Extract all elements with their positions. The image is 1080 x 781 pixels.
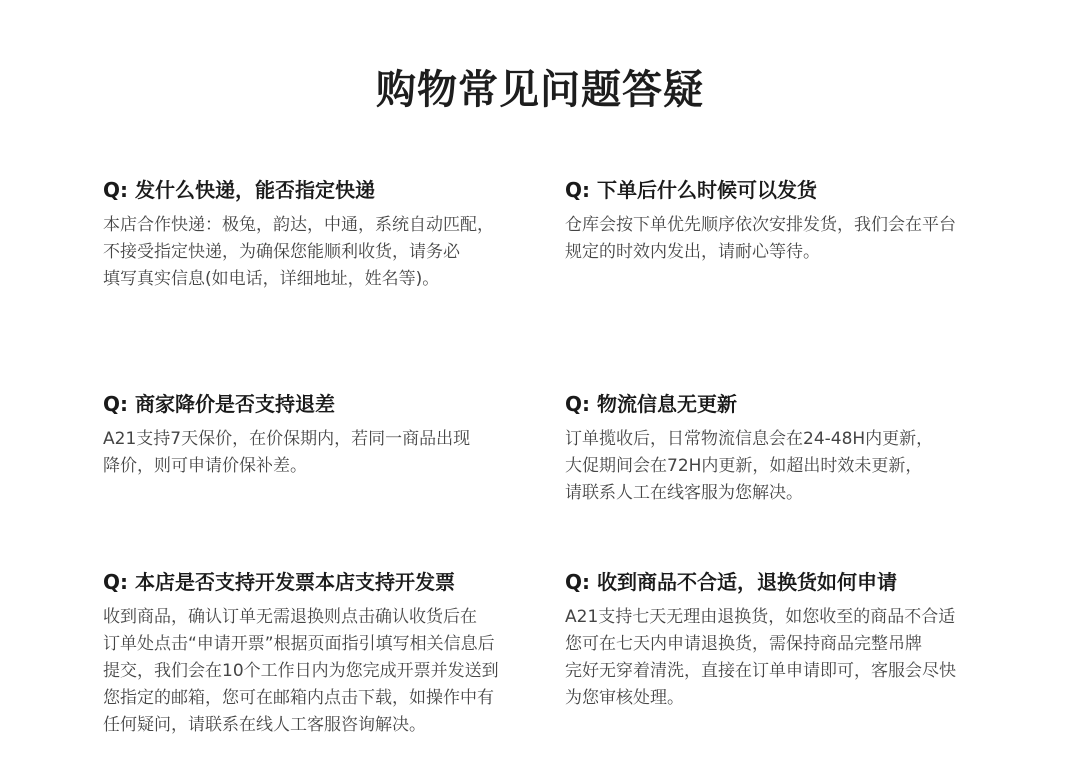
faq-item-returns — [565, 568, 1005, 712]
faq-answer-line: 填写真实信息(如电话，详细地址，姓名等)。 — [103, 269, 440, 289]
faq-question: Q: 商家降价是否支持退差 — [103, 392, 335, 416]
faq-answer-line: A21支持7天保价，在价保期内，若同一商品出现 — [103, 429, 471, 449]
faq-question: Q: 物流信息无更新 — [565, 392, 737, 416]
page-title: 购物常见问题答疑 — [376, 67, 704, 113]
faq-answer-line: 收到商品，确认订单无需退换则点击确认收货后在 — [103, 607, 477, 627]
faq-answer-line: 仓库会按下单优先顺序依次安排发货，我们会在平台 — [565, 215, 956, 235]
faq-answer-line: 订单揽收后，日常物流信息会在24-48H内更新， — [565, 429, 934, 449]
faq-answer-line: 规定的时效内发出，请耐心等待。 — [565, 242, 820, 262]
faq-answer-line: 大促期间会在72H内更新，如超出时效未更新， — [565, 456, 923, 476]
faq-question: Q: 本店是否支持开发票本店支持开发票 — [103, 570, 455, 594]
faq-answer-line: 请联系人工在线客服为您解决。 — [565, 483, 803, 503]
faq-answer — [103, 426, 543, 480]
faq-answer — [565, 426, 1005, 507]
faq-answer — [103, 604, 543, 739]
faq-answer-line: 完好无穿着清洗，直接在订单申请即可，客服会尽快 — [565, 661, 956, 681]
faq-answer — [565, 212, 1005, 266]
faq-answer — [103, 212, 543, 293]
faq-question: Q: 发什么快递，能否指定快递 — [103, 178, 375, 202]
faq-answer-line: 降价，则可申请价保补差。 — [103, 456, 307, 476]
faq-answer-line: 提交，我们会在10个工作日内为您完成开票并发送到 — [103, 661, 499, 681]
faq-question: Q: 收到商品不合适，退换货如何申请 — [565, 570, 897, 594]
faq-item-invoice — [103, 568, 543, 739]
faq-answer-line: A21支持七天无理由退换货，如您收至的商品不合适 — [565, 607, 956, 627]
faq-answer-line: 订单处点击“申请开票”根据页面指引填写相关信息后 — [103, 634, 495, 654]
faq-answer-line: 您指定的邮箱，您可在邮箱内点击下载，如操作中有 — [103, 688, 494, 708]
faq-answer-line: 任何疑问，请联系在线人工客服咨询解决。 — [103, 715, 426, 735]
faq-item-logistics — [565, 390, 1005, 507]
faq-answer-line: 不接受指定快递，为确保您能顺利收货，请务必 — [103, 242, 460, 262]
faq-answer-line: 您可在七天内申请退换货，需保持商品完整吊牌 — [565, 634, 922, 654]
faq-answer-line: 本店合作快递：极兔，韵达，中通，系统自动匹配， — [103, 215, 494, 235]
faq-item-price-protection — [103, 390, 543, 480]
faq-item-shipping-time — [565, 176, 1005, 266]
faq-question: Q: 下单后什么时候可以发货 — [565, 178, 817, 202]
faq-answer-line: 为您审核处理。 — [565, 688, 684, 708]
faq-item-express — [103, 176, 543, 293]
faq-answer — [565, 604, 1005, 712]
